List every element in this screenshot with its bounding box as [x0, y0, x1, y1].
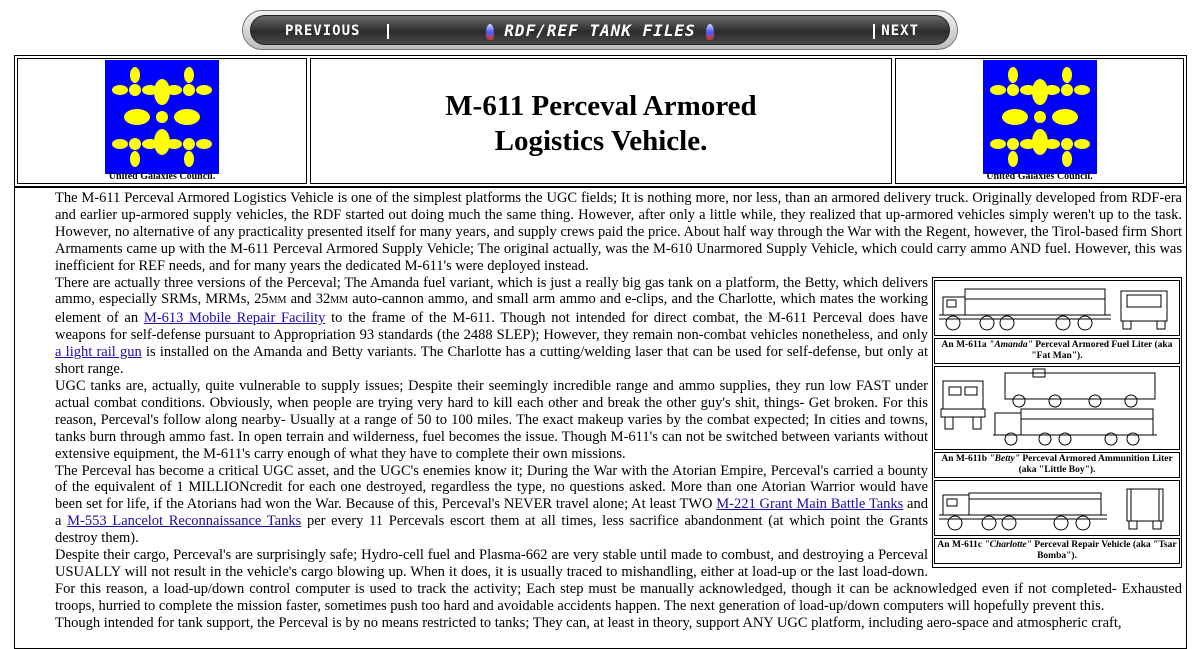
article-text	[55, 190, 1182, 632]
link-light-rail-gun[interactable]: a light rail gun	[55, 344, 142, 361]
header-title-cell	[310, 58, 892, 184]
paragraph: The Perceval has become a critical UGC asset, and the UGC's enemies know it; During the War with the Atorian Empire, Perceval's carried a bounty of the equivalent of 1 MILLIONcredit for each one destroyed, regardless the type, no questions asked. More than one Atorian Warrior would have been set for life, if the Atorians had won the War. Because of this, Perceval's NEVER travel alone; At least TWO M-221 Grant Main Battle Tanks and a M-553 Lancelot Reconnaissance Tanks per every 11 Percevals escort them at all times, less sacrifice abandonment (at which point the Grants destroy them).	[55, 462, 929, 547]
truck-drawing-betty	[935, 367, 1177, 449]
paragraph: Though intended for tank support, the Perceval is by no means restricted to tanks; They can, at least in theory, support ANY UGC platform, including aero-space and atmospheric craft,	[55, 614, 1122, 631]
figure-caption: An M-611a "Amanda" Perceval Armored Fuel Liter (aka "Fat Man").	[934, 338, 1180, 364]
header-emblem-cell-left	[17, 58, 307, 184]
article-body	[14, 187, 1187, 649]
figure-caption: An M-611c "Charlotte" Perceval Repair Vehicle (aka "Tsar Bomba").	[934, 538, 1180, 564]
next-button[interactable]: NEXT	[881, 23, 919, 39]
header-emblem-cell-right	[895, 58, 1184, 184]
figure-betty	[934, 366, 1180, 450]
previous-button[interactable]: PREVIOUS	[285, 23, 361, 39]
figure-charlotte	[934, 480, 1180, 536]
nav-divider	[873, 24, 875, 39]
truck-drawing-charlotte	[935, 481, 1177, 535]
truck-drawing-amanda	[935, 281, 1177, 335]
nav-title	[251, 16, 949, 46]
link-m613-repair-facility[interactable]: M-613 Mobile Repair Facility	[143, 310, 326, 327]
page-title-line-1: M-611 Perceval Armored	[445, 90, 757, 122]
rocket-icon	[486, 24, 494, 40]
emblem-caption: United Galaxies Council.	[108, 171, 216, 182]
emblem-caption: United Galaxies Council.	[986, 171, 1093, 182]
nav-title-text: RDF/REF TANK FILES	[504, 21, 696, 40]
paragraph: Despite their cargo, Perceval's are surprisingly safe; Hydro-cell fuel and Plasma-662 are very stable until made to combust, and destroying a Perceval USUALLY will not result in the vehicle's cargo blowing up. When it does, it is usually traced to mishandling, either at load-up or the last load-down. For this reason, a load-up/down control computer is used to track the activity; Each step must be manually acknowledged, though it can be acknowledged even if not completed- Exhausted troops, hurried to complete the mission faster, sometimes push too hard and avoidable accidents happen. The next generation of load-up/down computers will hopefully prevent this.	[55, 547, 1182, 614]
ugc-flag-emblem	[983, 60, 1097, 174]
ugc-flag-emblem	[105, 60, 219, 174]
link-m553-lancelot[interactable]: M-553 Lancelot Reconnaissance Tanks	[67, 513, 302, 530]
figure-panel	[932, 277, 1182, 568]
nav-bar-track	[250, 15, 950, 45]
paragraph: There are actually three versions of the Perceval; The Amanda fuel variant, which is just a really big gas tank on a platform, the Betty, which delivers ammo, especially SRMs, MRMs, 25MM and 32MM auto-cannon ammo, and small arm ammo and e-clips, and the Charlotte, which mates the working element of an M-613 Mobile Repair Facility to the frame of the M-611. Though not intended for direct combat, the M-611 Perceval does have weapons for self-defense pursuant to Appropriation 93 standards (the 2488 SLEP); However, they remain non-combat vehicles nonetheless, and only a light rail gun is installed on the Amanda and Betty variants. The Charlotte has a cutting/welding laser that can be used for self-defense, but only at short range.	[55, 274, 928, 378]
paragraph: The M-611 Perceval Armored Logistics Vehicle is one of the simplest platforms the UGC fields; It is nothing more, nor less, than an armored delivery truck. Originally developed from RDF-era and earlier up-armored supply vehicles, the RDF started out doing much the same thing. However, after only a little while, they realized that up-armored vehicles simply weren't up to the task. However, no alternative of any practicality presented itself for many years, and supply crews paid the price. About half way through the War with the Regent, however, the Tirol-based firm Short Armaments came up with the M-611 Perceval Armored Supply Vehicle; The original actually, was the M-610 Unarmored Supply Vehicle, which could carry ammo AND fuel. However, this was inefficient for REF needs, and for many years the dedicated M-611's were deployed instead.	[55, 190, 1182, 274]
rocket-icon	[706, 24, 714, 40]
figure-caption: An M-611b "Betty" Perceval Armored Ammunition Liter (aka "Little Boy").	[934, 452, 1180, 478]
page-title	[311, 89, 891, 159]
header-table	[14, 55, 1187, 187]
link-m221-grant[interactable]: M-221 Grant Main Battle Tanks	[716, 496, 904, 513]
figure-amanda	[934, 280, 1180, 336]
nav-bar	[242, 10, 958, 50]
page-title-line-2: Logistics Vehicle.	[494, 125, 708, 157]
paragraph: UGC tanks are, actually, quite vulnerable to supply issues; Despite their seemingly incredible range and ammo supplies, they run low FAST under actual combat conditions. Obviously, when people are trying very hard to kill each other and break the other guy's shit, things- Get broken. For this reason, Perceval's follow along nearby- Usually at a range of 50 to 100 miles. The exact makeup varies by the combat expected; In cities and towns, tanks burn through ammo fast. In open terrain and wilderness, fuel becomes the issue. Though M-611's can not be switched between variants without extensive equipment, the M-611's carry enough of what they have to complete their own missions.	[55, 377, 928, 462]
